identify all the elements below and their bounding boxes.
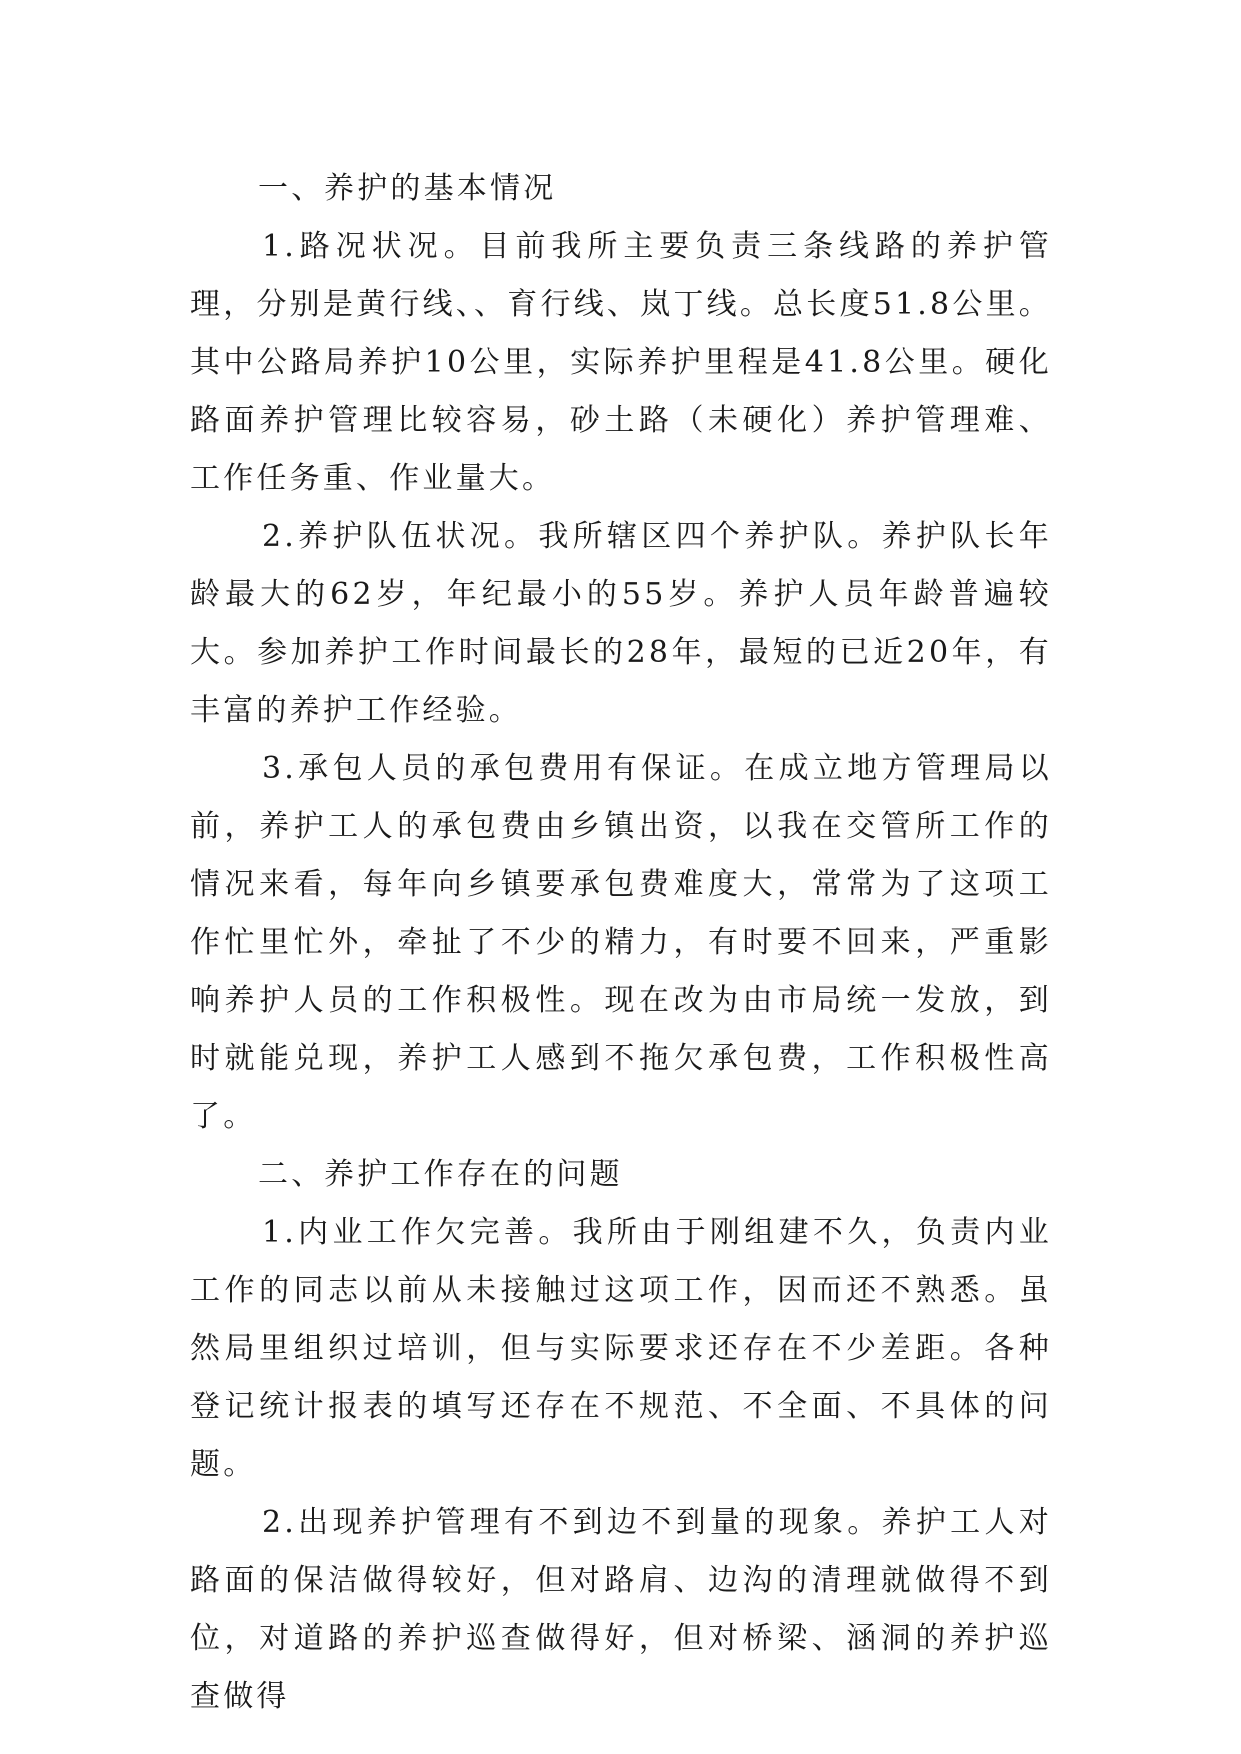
section-number: 一、	[258, 171, 325, 206]
section-title: 养护的基本情况	[324, 171, 557, 206]
document-body	[190, 160, 1052, 1726]
paragraph: 2.养护队伍状况。我所辖区四个养护队。养护队长年龄最大的62岁，年纪最小的55岁。养护人员年龄普遍较大。参加养护工作时间最长的28年，最短的已近20年，有丰富的养护工作经验。	[190, 519, 1052, 728]
paragraph: 1.内业工作欠完善。我所由于刚组建不久，负责内业工作的同志以前从未接触过这项工作，因而还不熟悉。虽然局里组织过培训，但与实际要求还存在不少差距。各种登记统计报表的填写还存在不规范、不全面、不具体的问题。	[190, 1215, 1052, 1482]
section-heading-2	[190, 1146, 1052, 1204]
paragraph: 3.承包人员的承包费用有保证。在成立地方管理局以前，养护工人的承包费由乡镇出资，以我在交管所工作的情况来看，每年向乡镇要承包费难度大，常常为了这项工作忙里忙外，牵扯了不少的精力，有时要不回来，严重影响养护人员的工作积极性。现在改为由市局统一发放，到时就能兑现，养护工人感到不拖欠承包费，工作积极性高了。	[190, 751, 1052, 1134]
paragraph: 1.路况状况。目前我所主要负责三条线路的养护管理，分别是黄行线、、育行线、岚丁线。总长度51.8公里。其中公路局养护10公里，实际养护里程是41.8公里。硬化路面养护管理比较容易，砂土路（未硬化）养护管理难、工作任务重、作业量大。	[190, 229, 1052, 496]
paragraph: 2.出现养护管理有不到边不到量的现象。养护工人对路面的保洁做得较好，但对路肩、边沟的清理就做得不到位，对道路的养护巡查做得好，但对桥梁、涵洞的养护巡查做得	[190, 1505, 1052, 1714]
section-title: 养护工作存在的问题	[324, 1157, 623, 1192]
section-heading-1	[190, 160, 1052, 218]
section-number: 二、	[258, 1157, 325, 1192]
